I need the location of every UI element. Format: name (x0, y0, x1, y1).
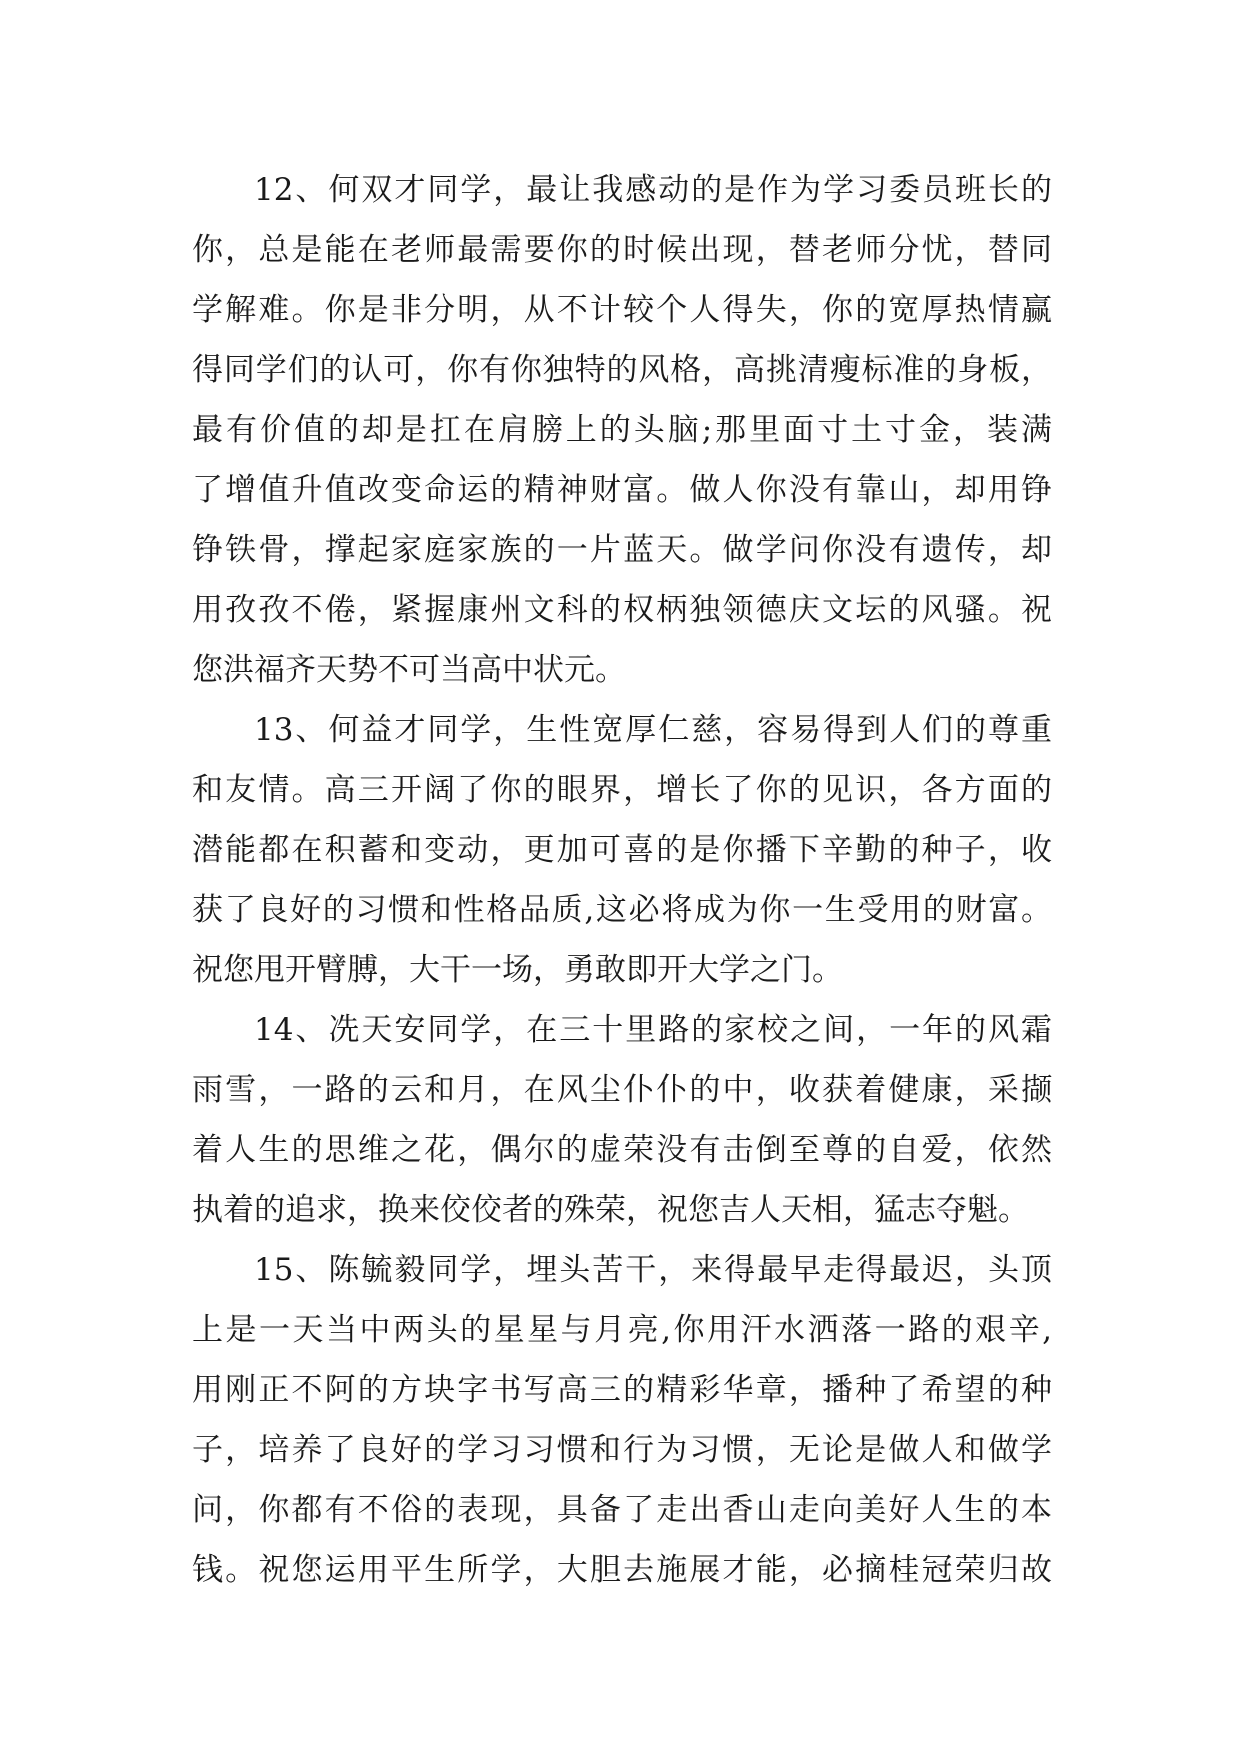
paragraph-line: 问，你都有不俗的表现，具备了走出香山走向美好人生的本 (192, 1492, 1052, 1528)
paragraph-15 (192, 1240, 1052, 1600)
paragraph-line: 13、何益才同学，生性宽厚仁慈，容易得到人们的尊重 (254, 712, 1052, 748)
paragraph-line: 您洪福齐天势不可当高中状元。 (192, 652, 626, 688)
paragraph-line: 用孜孜不倦，紧握康州文科的权柄独领德庆文坛的风骚。祝 (192, 592, 1052, 628)
paragraph-line: 了增值升值改变命运的精神财富。做人你没有靠山，却用铮 (192, 472, 1052, 508)
paragraph-line: 执着的追求，换来佼佼者的殊荣，祝您吉人天相，猛志夺魁。 (192, 1192, 1029, 1228)
paragraph-line: 你，总是能在老师最需要你的时候出现，替老师分忧，替同 (192, 232, 1052, 268)
paragraph-12 (192, 160, 1052, 700)
paragraph-line: 子，培养了良好的学习习惯和行为习惯，无论是做人和做学 (192, 1432, 1052, 1468)
paragraph-line: 14、冼天安同学，在三十里路的家校之间，一年的风霜 (254, 1012, 1052, 1048)
paragraph-line: 祝您甩开臂膊，大干一场，勇敢即开大学之门。 (192, 952, 843, 988)
paragraph-line: 上是一天当中两头的星星与月亮,你用汗水洒落一路的艰辛, (192, 1312, 1052, 1348)
paragraph-line: 着人生的思维之花，偶尔的虚荣没有击倒至尊的自爱，依然 (192, 1132, 1052, 1168)
paragraph-line: 12、何双才同学，最让我感动的是作为学习委员班长的 (254, 172, 1052, 208)
paragraph-line: 潜能都在积蓄和变动，更加可喜的是你播下辛勤的种子，收 (192, 832, 1052, 868)
paragraph-line: 15、陈毓毅同学，埋头苦干，来得最早走得最迟，头顶 (254, 1252, 1052, 1288)
paragraph-13 (192, 700, 1052, 1000)
paragraph-line: 学解难。你是非分明，从不计较个人得失，你的宽厚热情赢 (192, 292, 1052, 328)
paragraph-line: 得同学们的认可，你有你独特的风格，高挑清瘦标准的身板， (192, 352, 1052, 388)
paragraph-line: 雨雪，一路的云和月，在风尘仆仆的中，收获着健康，采撷 (192, 1072, 1052, 1108)
paragraph-line: 钱。祝您运用平生所学，大胆去施展才能，必摘桂冠荣归故 (192, 1552, 1052, 1588)
paragraph-line: 铮铁骨，撑起家庭家族的一片蓝天。做学问你没有遗传，却 (192, 532, 1052, 568)
paragraph-14 (192, 1000, 1052, 1240)
document-body (192, 160, 1052, 1600)
paragraph-line: 和友情。高三开阔了你的眼界，增长了你的见识，各方面的 (192, 772, 1052, 808)
paragraph-line: 最有价值的却是扛在肩膀上的头脑;那里面寸土寸金，装满 (192, 412, 1052, 448)
paragraph-line: 用刚正不阿的方块字书写高三的精彩华章，播种了希望的种 (192, 1372, 1052, 1408)
paragraph-line: 获了良好的习惯和性格品质,这必将成为你一生受用的财富。 (192, 892, 1052, 928)
